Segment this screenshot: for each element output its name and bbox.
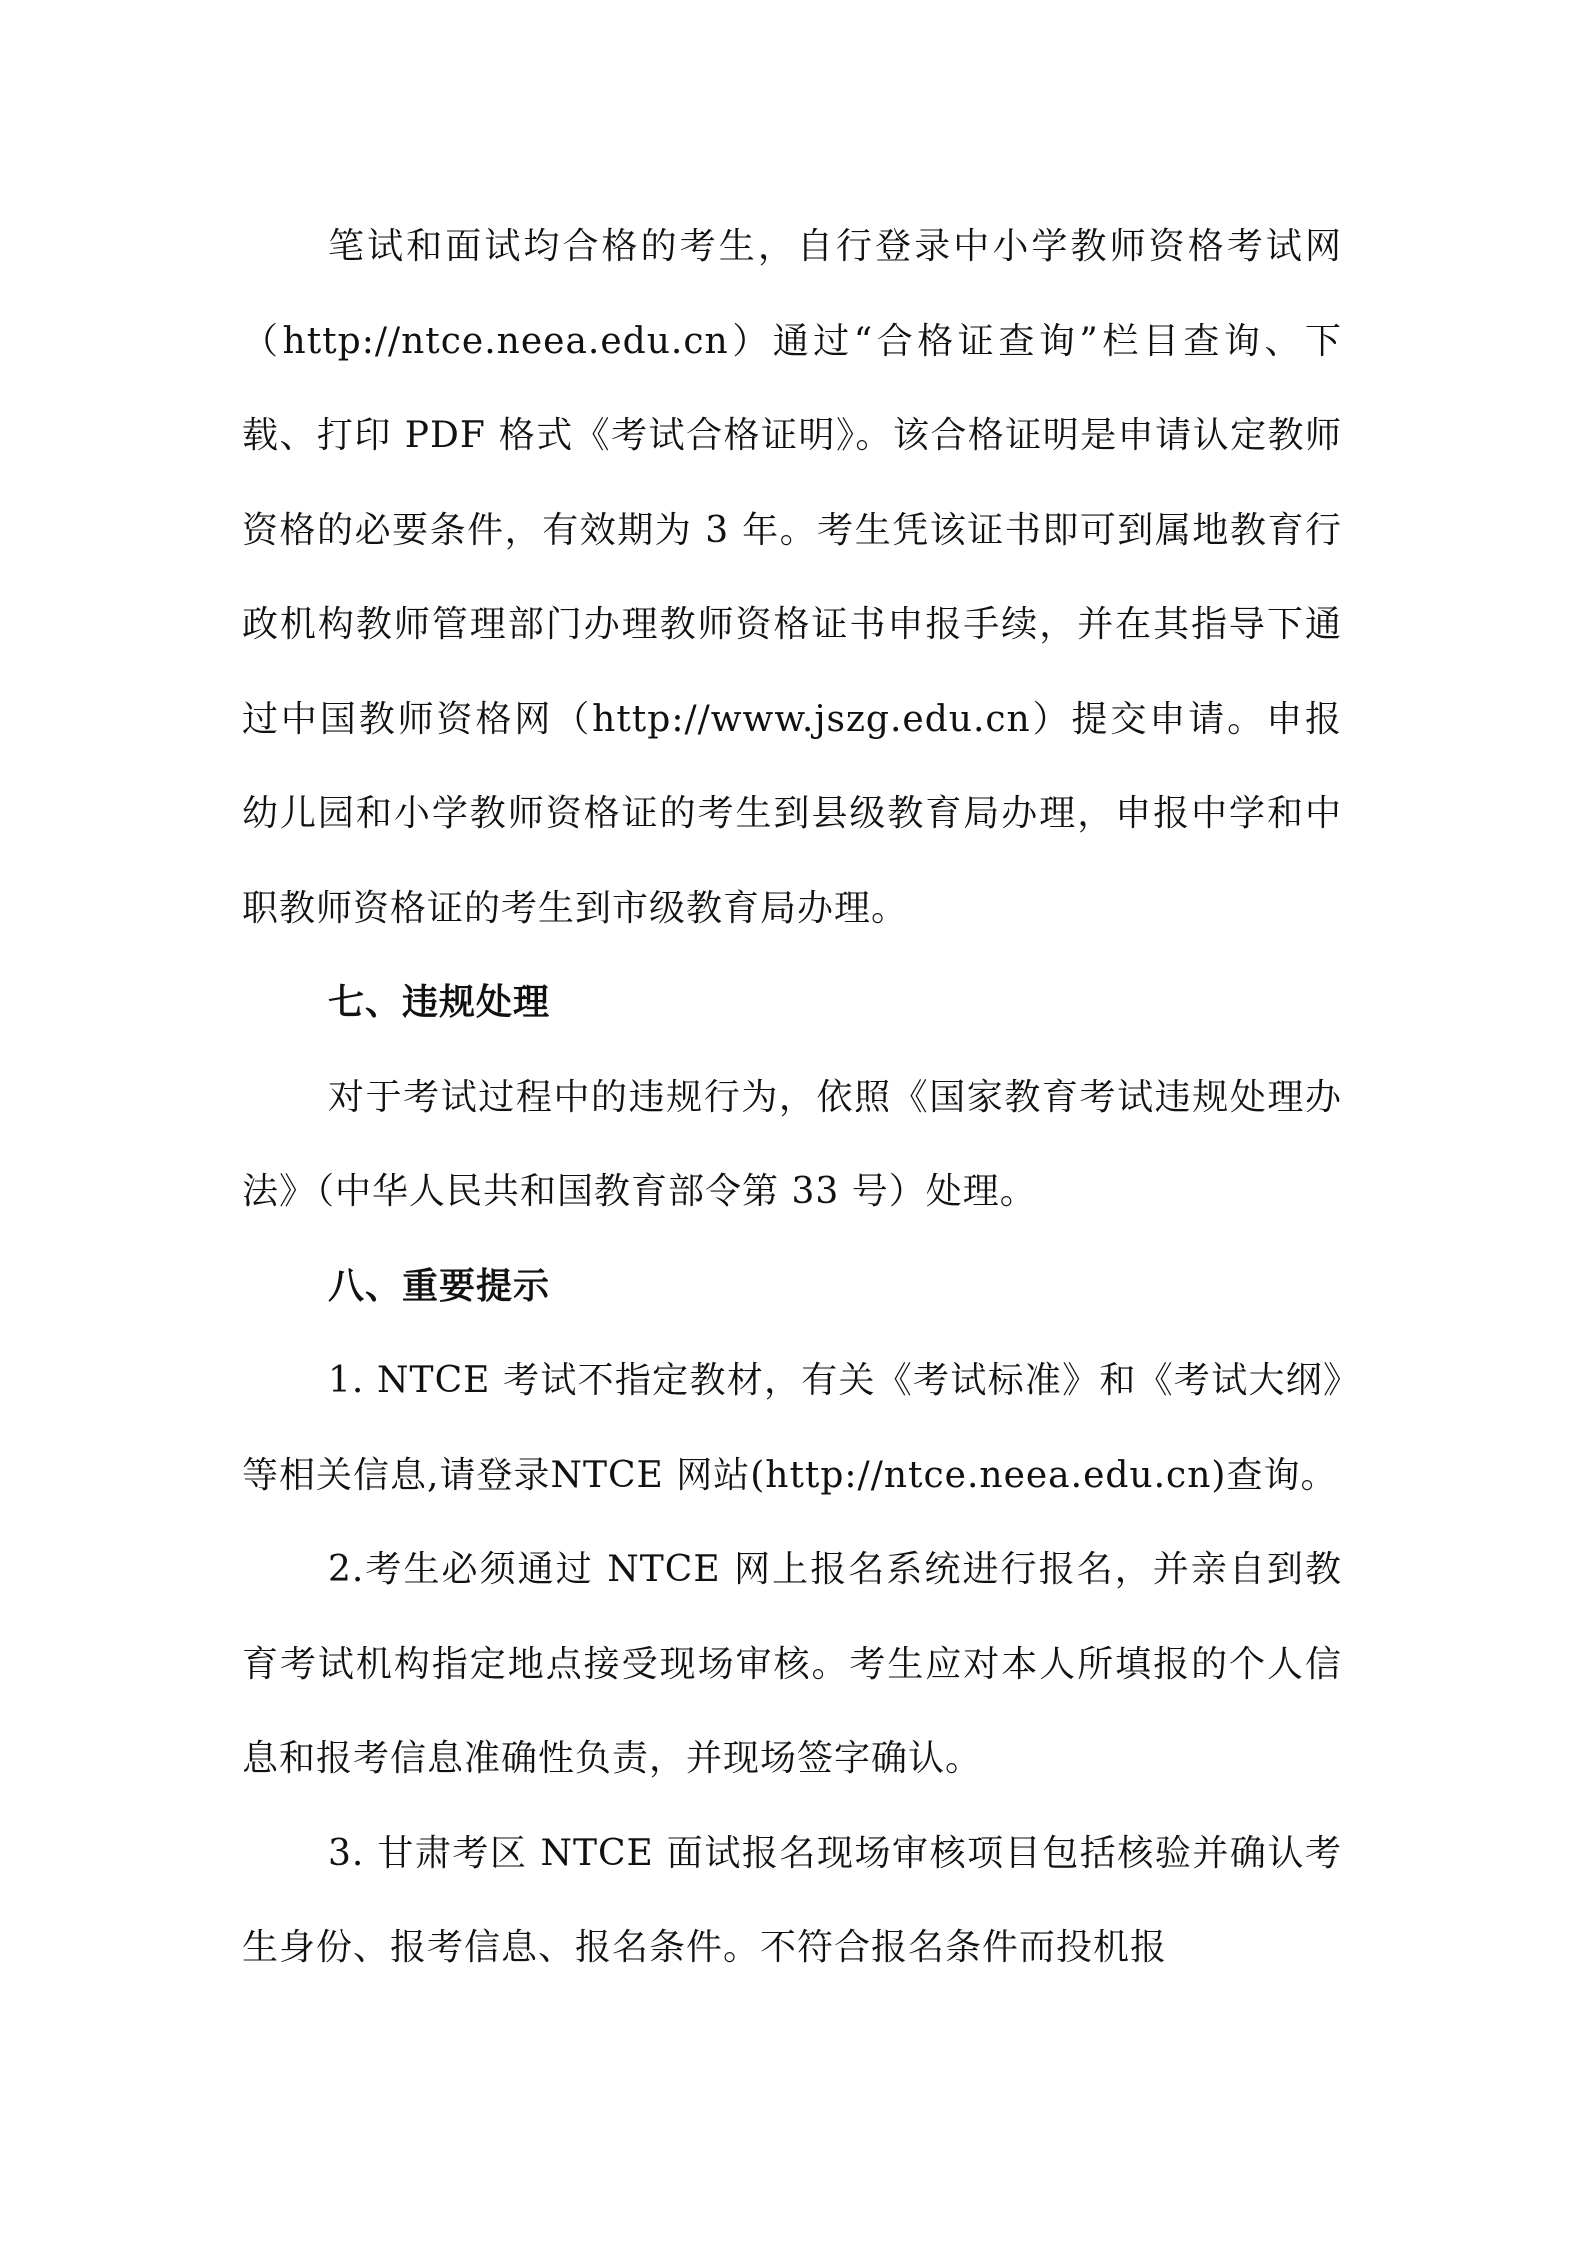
section-heading-important-notes: 八、重要提示: [328, 1265, 551, 1307]
violations-paragraph: 对于考试过程中的违规行为，依照《国家教育考试违规处理办法》（中华人民共和国教育部令第 33 号）处理。: [242, 1076, 1342, 1212]
note-item-3: 3. 甘肃考区 NTCE 面试报名现场审核项目包括核验并确认考生身份、报考信息、报名条件。不符合报名条件而投机报: [242, 1832, 1342, 1968]
intro-paragraph: 笔试和面试均合格的考生，自行登录中小学教师资格考试网（http://ntce.neea.edu.cn）通过“合格证查询”栏目查询、下载、打印 PDF 格式《考试合格证明》。该合格证明是申请认定教师资格的必要条件，有效期为 3 年。考生凭该证书即可到属地教育行政机构教师管理部门办理教师资格证书申报手续，并在其指导下通过中国教师资格网（http://www.jszg.edu.cn）提交申请。申报幼儿园和小学教师资格证的考生到县级教育局办理，申报中学和中职教师资格证的考生到市级教育局办理。: [242, 226, 1342, 929]
note-item-1: 1. NTCE 考试不指定教材，有关《考试标准》和《考试大纲》等相关信息,请登录NTCE 网站(http://ntce.neea.edu.cn)查询。: [242, 1360, 1342, 1496]
note-item-2: 2.考生必须通过 NTCE 网上报名系统进行报名，并亲自到教育考试机构指定地点接受现场审核。考生应对本人所填报的个人信息和报考信息准确性负责，并现场签字确认。: [242, 1549, 1342, 1779]
document-body: [242, 200, 1342, 1996]
section-heading-violations: 七、违规处理: [328, 982, 551, 1023]
